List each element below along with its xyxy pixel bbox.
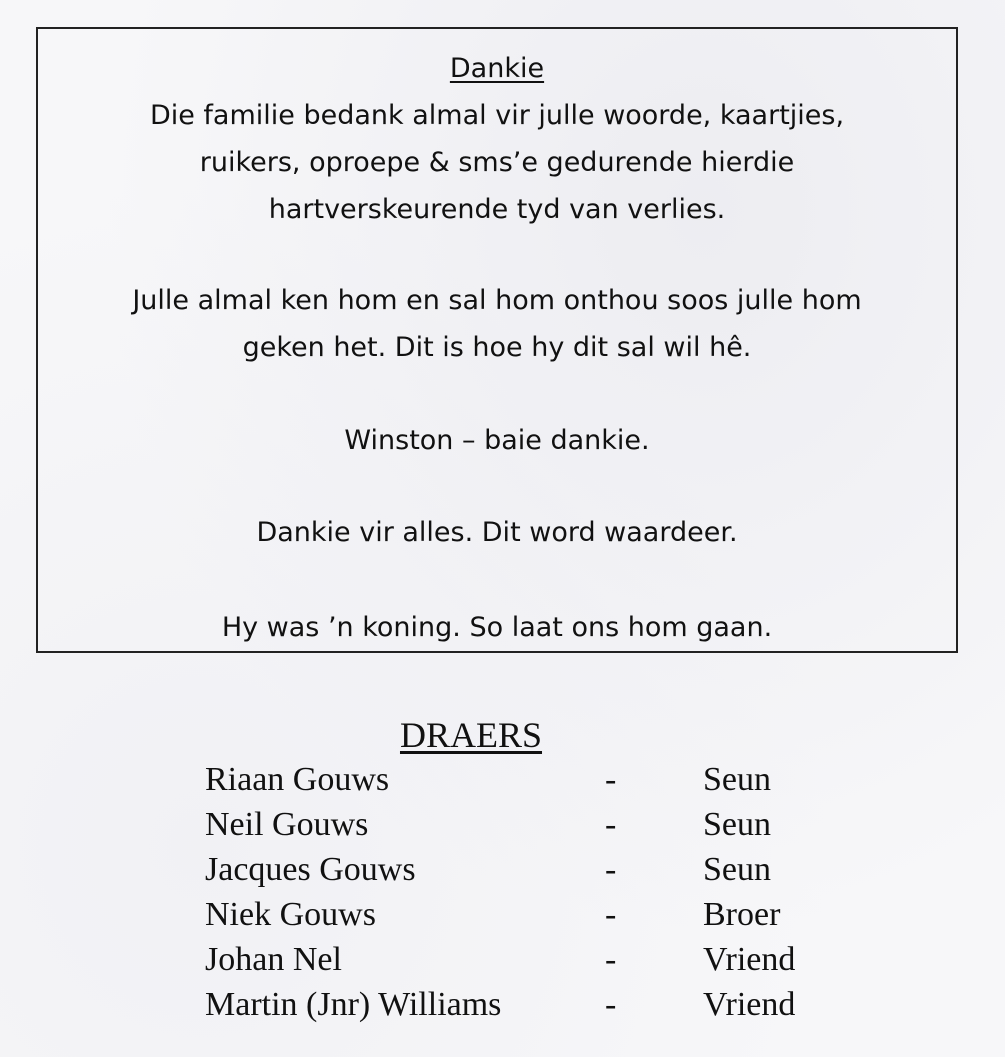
thanks-paragraph-family bbox=[38, 92, 956, 233]
bearer-name: Johan Nel bbox=[205, 941, 342, 978]
bearer-relation: Seun bbox=[703, 806, 771, 843]
bearer-separator: - bbox=[605, 986, 617, 1023]
bearer-relation: Seun bbox=[703, 761, 771, 798]
thanks-line: Hy was ’n koning. So laat ons hom gaan. bbox=[221, 612, 773, 643]
thanks-paragraph-remember bbox=[38, 277, 956, 371]
thanks-line: ruikers, oproepe & sms’e gedurende hierdie bbox=[199, 147, 795, 178]
bearers-title: DRAERS bbox=[399, 715, 543, 755]
thanks-box bbox=[36, 27, 958, 653]
thanks-line: Julle almal ken hom en sal hom onthou soos julle hom bbox=[132, 285, 862, 316]
thanks-line: geken het. Dit is hoe hy dit sal wil hê. bbox=[242, 332, 752, 363]
bearer-name: Jacques Gouws bbox=[205, 851, 416, 888]
thanks-line: Die familie bedank almal vir julle woorde, kaartjies, bbox=[149, 100, 845, 131]
bearer-row bbox=[205, 892, 845, 937]
bearer-row bbox=[205, 802, 845, 847]
bearer-relation: Seun bbox=[703, 851, 771, 888]
bearer-separator: - bbox=[605, 851, 617, 888]
bearer-separator: - bbox=[605, 806, 617, 843]
bearer-relation: Vriend bbox=[703, 986, 796, 1023]
bearer-row bbox=[205, 937, 845, 982]
bearer-row bbox=[205, 982, 845, 1027]
bearer-separator: - bbox=[605, 761, 617, 798]
thanks-paragraph-winston bbox=[38, 417, 956, 464]
bearer-row bbox=[205, 847, 845, 892]
bearer-row bbox=[205, 757, 845, 802]
bearer-relation: Vriend bbox=[703, 941, 796, 978]
thanks-paragraph-king bbox=[38, 604, 956, 651]
bearer-relation: Broer bbox=[703, 896, 781, 933]
bearer-name: Martin (Jnr) Williams bbox=[205, 986, 502, 1023]
thanks-line: hartverskeurende tyd van verlies. bbox=[268, 194, 726, 225]
bearer-name: Riaan Gouws bbox=[205, 761, 390, 798]
bearer-separator: - bbox=[605, 896, 617, 933]
bearer-separator: - bbox=[605, 941, 617, 978]
bearer-name: Niek Gouws bbox=[205, 896, 376, 933]
bearer-name: Neil Gouws bbox=[205, 806, 369, 843]
bearers-list bbox=[205, 757, 845, 1027]
thanks-line: Dankie vir alles. Dit word waardeer. bbox=[256, 517, 738, 548]
thanks-line: Winston – baie dankie. bbox=[344, 425, 650, 456]
thanks-paragraph-appreciation bbox=[38, 509, 956, 556]
thanks-title: Dankie bbox=[449, 53, 545, 84]
